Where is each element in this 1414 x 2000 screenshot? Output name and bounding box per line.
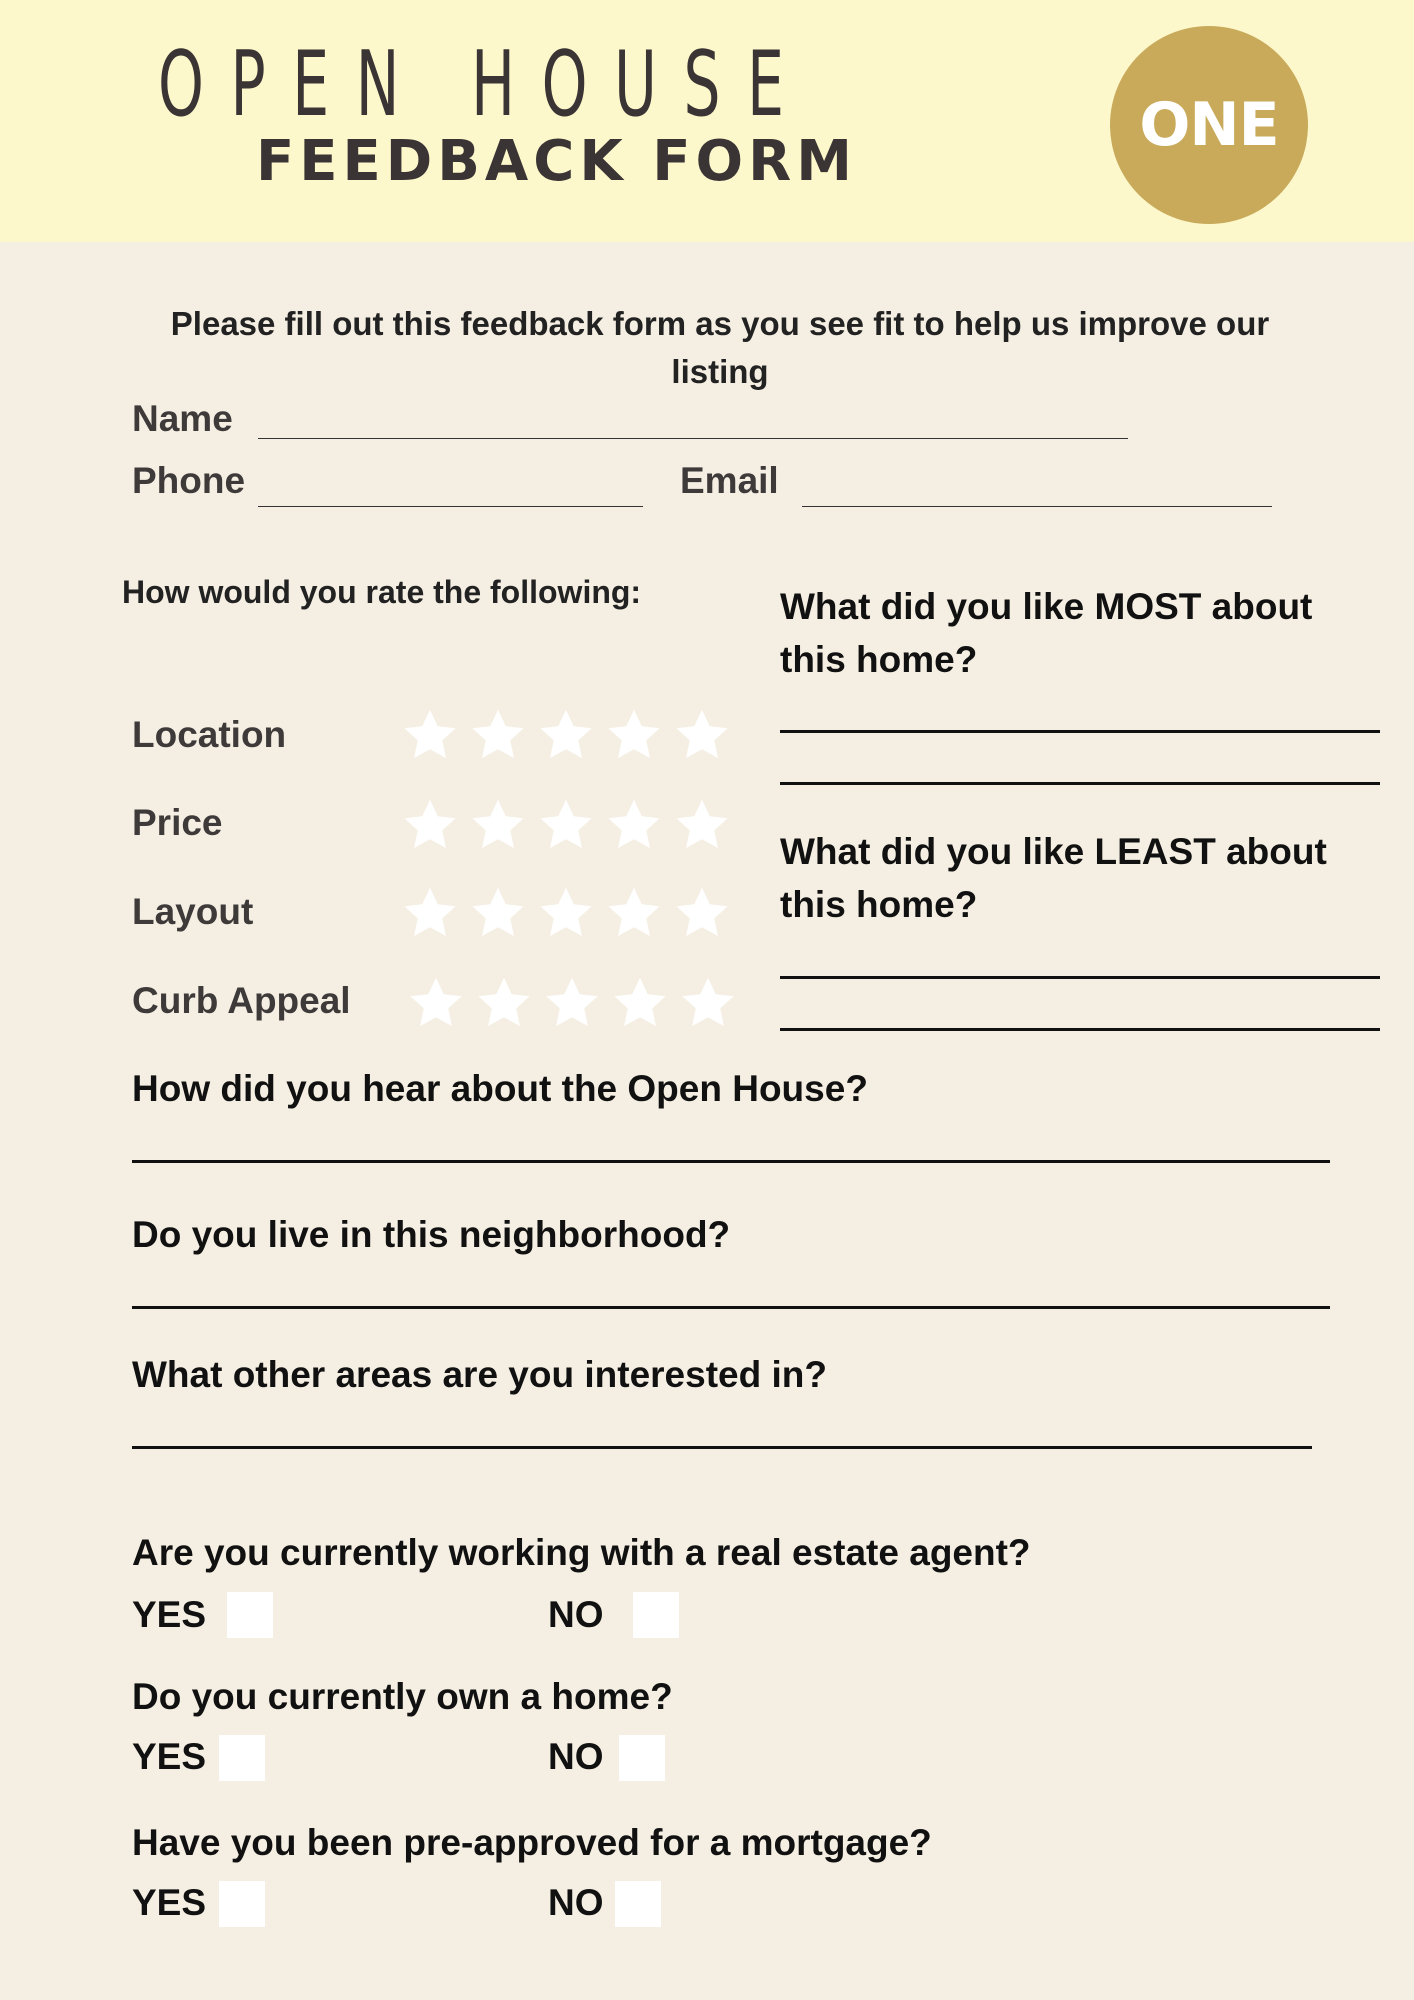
rating-label-curb-appeal: Curb Appeal	[132, 980, 351, 1021]
name-label: Name	[132, 398, 233, 439]
agent-yes-checkbox[interactable]	[227, 1592, 273, 1638]
own-home-yes-label: YES	[132, 1736, 207, 1777]
star-icon[interactable]	[406, 974, 466, 1034]
phone-label: Phone	[132, 460, 246, 501]
phone-field[interactable]	[258, 506, 643, 507]
answer-line-like-most-2[interactable]	[780, 782, 1380, 785]
star-icon[interactable]	[604, 706, 664, 766]
question-hear-about: How did you hear about the Open House?	[132, 1068, 868, 1109]
star-icon[interactable]	[468, 706, 528, 766]
star-icon[interactable]	[604, 884, 664, 944]
header-banner	[0, 0, 1414, 242]
question-like-most: What did you like MOST about this home?	[780, 586, 1313, 680]
answer-line-like-least-2[interactable]	[780, 1028, 1380, 1031]
star-icon[interactable]	[400, 706, 460, 766]
star-icon[interactable]	[400, 796, 460, 856]
star-icon[interactable]	[536, 796, 596, 856]
star-icon[interactable]	[468, 796, 528, 856]
question-other-areas: What other areas are you interested in?	[132, 1354, 827, 1395]
question-like-least: What did you like LEAST about this home?	[780, 831, 1327, 925]
answer-line-hear-about[interactable]	[132, 1160, 1330, 1163]
answer-line-like-least-1[interactable]	[780, 976, 1380, 979]
title-feedback-form: FEEDBACK FORM	[256, 129, 857, 194]
question-own-home: Do you currently own a home?	[132, 1676, 673, 1717]
question-pre-approved: Have you been pre-approved for a mortgage?	[132, 1822, 932, 1863]
star-icon[interactable]	[536, 884, 596, 944]
star-rating-curb-appeal[interactable]	[406, 974, 738, 1034]
answer-line-like-most-1[interactable]	[780, 730, 1380, 733]
pre-approved-yes-label: YES	[132, 1882, 207, 1923]
answer-line-neighborhood[interactable]	[132, 1306, 1330, 1309]
pre-approved-no-label: NO	[548, 1882, 604, 1923]
agent-no-label: NO	[548, 1594, 604, 1635]
pre-approved-no-checkbox[interactable]	[615, 1881, 661, 1927]
brand-logo	[1110, 26, 1308, 224]
star-icon[interactable]	[536, 706, 596, 766]
agent-no-checkbox[interactable]	[633, 1592, 679, 1638]
own-home-yes-checkbox[interactable]	[219, 1735, 265, 1781]
question-real-estate-agent: Are you currently working with a real estate agent?	[132, 1532, 1031, 1573]
email-label: Email	[680, 460, 779, 501]
star-icon[interactable]	[672, 706, 732, 766]
star-icon[interactable]	[678, 974, 738, 1034]
question-neighborhood: Do you live in this neighborhood?	[132, 1214, 731, 1255]
agent-yes-label: YES	[132, 1594, 207, 1635]
own-home-no-label: NO	[548, 1736, 604, 1777]
own-home-no-checkbox[interactable]	[619, 1735, 665, 1781]
name-field[interactable]	[258, 438, 1128, 439]
star-icon[interactable]	[542, 974, 602, 1034]
rating-label-price: Price	[132, 802, 223, 843]
star-icon[interactable]	[672, 884, 732, 944]
star-rating-layout[interactable]	[400, 884, 732, 944]
star-rating-price[interactable]	[400, 796, 732, 856]
star-icon[interactable]	[672, 796, 732, 856]
pre-approved-yes-checkbox[interactable]	[219, 1881, 265, 1927]
star-icon[interactable]	[474, 974, 534, 1034]
star-icon[interactable]	[468, 884, 528, 944]
title-open-house: OPEN HOUSE	[158, 32, 811, 137]
rating-label-layout: Layout	[132, 891, 254, 932]
intro-text: Please fill out this feedback form as you see fit to help us improve our listing	[170, 305, 1270, 390]
star-icon[interactable]	[400, 884, 460, 944]
logo-text: ONE	[1139, 90, 1279, 160]
star-icon[interactable]	[604, 796, 664, 856]
ratings-heading: How would you rate the following:	[122, 574, 642, 610]
star-icon[interactable]	[610, 974, 670, 1034]
email-field[interactable]	[802, 506, 1272, 507]
star-rating-location[interactable]	[400, 706, 732, 766]
rating-label-location: Location	[132, 714, 287, 755]
answer-line-other-areas[interactable]	[132, 1446, 1312, 1449]
